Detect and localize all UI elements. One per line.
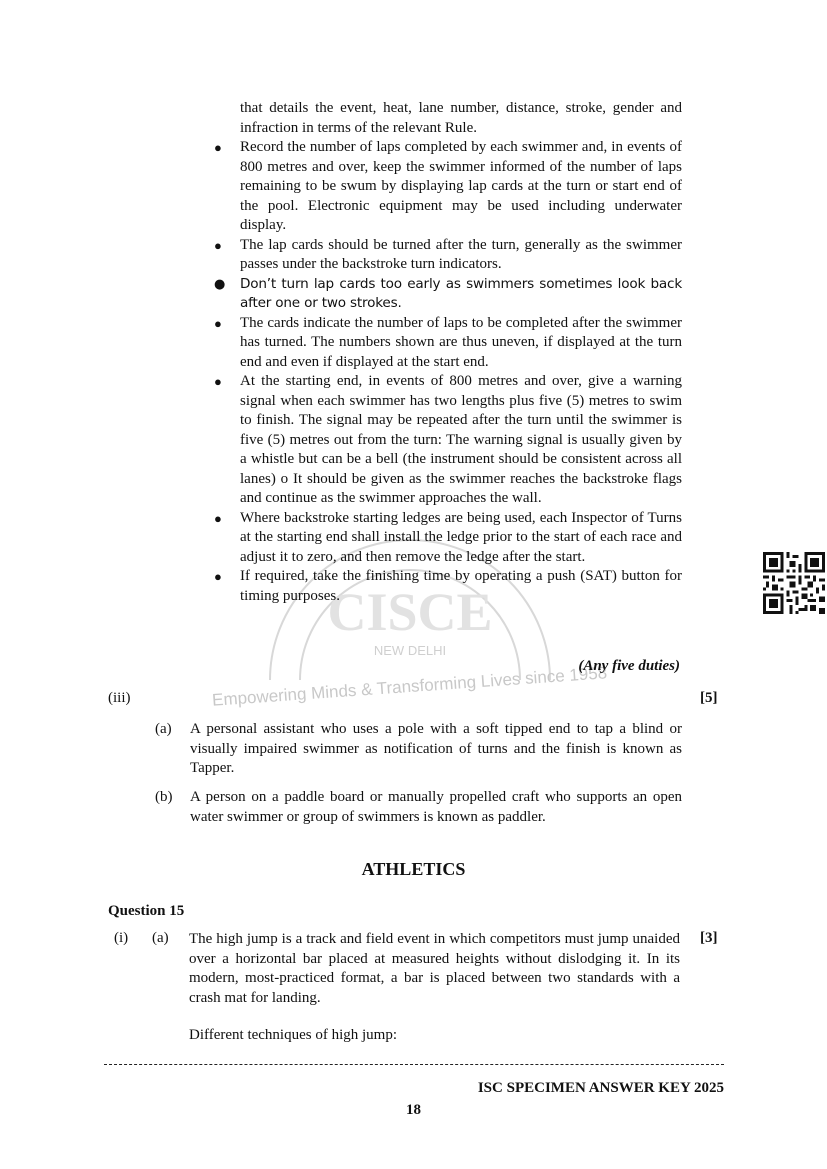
- list-item: ● Record the number of laps completed by each swimmer and, in events of 800 metres and over, keep the swimmer informed of the number of laps remaining to be swum by displaying lap cards at the turn or start end of the pool. Electronic equipment may be used including underwater display.: [214, 139, 682, 233]
- duties-list: [212, 99, 682, 606]
- list-item: ● Don’t turn lap cards too early as swimmers sometimes look back after one or two strokes.: [214, 275, 682, 311]
- list-item: ● The cards indicate the number of laps to be completed after the swimmer has turned. The numbers shown are thus uneven, if displayed at the turn end and even if displayed at the start end.: [214, 314, 682, 370]
- bullet-icon: ●: [214, 237, 222, 253]
- q15-marks: [3]: [700, 930, 718, 946]
- section-heading: ATHLETICS: [361, 859, 466, 879]
- part-iii-marks: [5]: [700, 690, 718, 706]
- bullet-icon: ●: [214, 315, 222, 331]
- list-item: that details the event, heat, lane number, distance, stroke, gender and infraction in terms of the relevant Rule.: [240, 100, 682, 136]
- footer-divider: [104, 1064, 724, 1065]
- item-label: (a): [155, 721, 172, 737]
- list-item: ● At the starting end, in events of 800 metres and over, give a warning signal when each swimmer has two lengths plus five (5) metres to swim to finish. The signal may be repeated after the turn until the swimmer is five (5) metres out from the turn: The warning signal is usually given by a whistle but can be a bell (the instrument should be consistent across all lanes) o It should be given as the swimmer reaches the backstroke flags and continue as the swimmer approaches the wall.: [214, 373, 682, 506]
- watermark-tagline: Empowering Minds & Transforming Lives since 1958: [211, 663, 608, 710]
- q15-part-label: (i): [114, 930, 129, 946]
- list-item: ● The lap cards should be turned after the turn, generally as the swimmer passes under the backstroke turn indicators.: [214, 236, 682, 272]
- footer-answer-key-label: ISC SPECIMEN ANSWER KEY 2025: [477, 1080, 724, 1096]
- bullet-icon: ●: [214, 569, 222, 584]
- part-iii-label: (iii): [108, 690, 131, 706]
- any-five-note: (Any five duties): [578, 658, 680, 674]
- q15-sub-label: (a): [152, 930, 169, 946]
- list-item: ● If required, take the finishing time by operating a push (SAT) button for timing purposes.: [214, 568, 682, 604]
- answer-item-a: [155, 720, 682, 779]
- watermark-logo: CISCE: [327, 582, 493, 642]
- list-item: ● Where backstroke starting ledges are being used, each Inspector of Turns at the starting end shall install the ledge prior to the start of each race and adjust it to zero, and then remove the ledge after the start.: [214, 509, 682, 565]
- bullet-icon: ●: [214, 140, 222, 155]
- bullet-icon: ●: [214, 276, 226, 292]
- qr-code-icon: [763, 552, 825, 614]
- page-number: 18: [406, 1102, 421, 1118]
- question-title: Question 15: [108, 903, 185, 919]
- bullet-icon: ●: [214, 374, 222, 389]
- item-text: A person on a paddle board or manually propelled craft who supports an open water swimmer or group of swimmers is known as paddler.: [190, 789, 682, 825]
- watermark-city: NEW DELHI: [373, 643, 447, 658]
- q15-techniques-text: Different techniques of high jump:: [189, 1027, 398, 1043]
- item-text: A personal assistant who uses a pole with a soft tipped end to tap a blind or visually impaired swimmer as notification of turns and the finish is known as Tapper.: [190, 721, 682, 776]
- bullet-icon: ●: [214, 510, 222, 526]
- answer-item-b: [155, 788, 682, 827]
- q15-answer-text: The high jump is a track and field event in which competitors must jump unaided over a horizontal bar placed at measured heights without dislodging it. In its modern, most-practiced format, a bar is placed between two standards with a crash mat for landing.: [189, 931, 680, 1006]
- item-label: (b): [155, 789, 173, 805]
